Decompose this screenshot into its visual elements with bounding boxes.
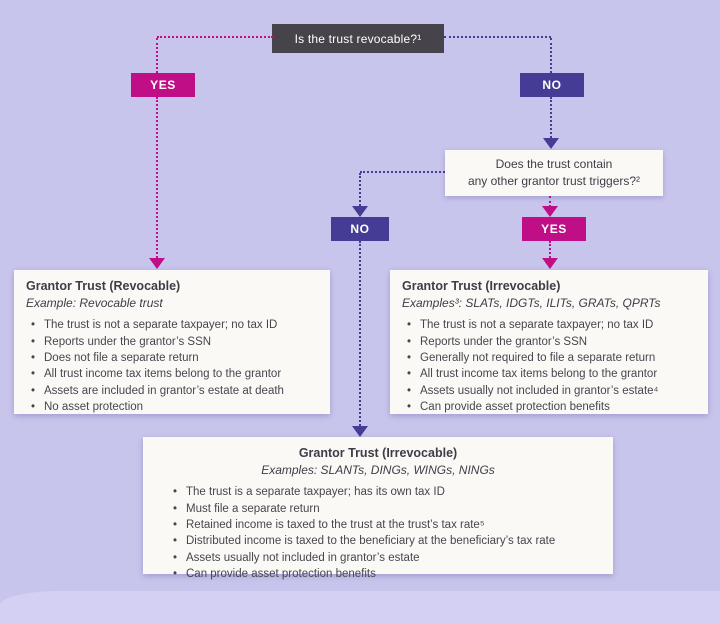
bullet-item: • The trust is not a separate taxpayer; no tax ID (407, 317, 696, 333)
bullet-item: • Reports under the grantor’s SSN (407, 334, 696, 350)
bullet-item: • Can provide asset protection benefits (173, 566, 601, 582)
outcome-revocable-example: Example: Revocable trust (26, 295, 163, 310)
question-triggers-line1: Does the trust contain (495, 156, 613, 171)
bullet-item: • No asset protection (31, 399, 318, 415)
bullet-item: • The trust is not a separate taxpayer; no tax ID (31, 317, 318, 333)
bullet-item: • Retained income is taxed to the trust at the trust’s tax rate⁵ (173, 517, 601, 533)
outcome-irrevocable-separate-example: Examples: SLANTs, DINGs, WINGs, NINGs (261, 462, 495, 477)
bullet-item: • All trust income tax items belong to the grantor (31, 366, 318, 382)
background-strip (0, 591, 720, 623)
arrow-down-yes2-icon (542, 206, 558, 217)
outcome-irrevocable-grantor-title: Grantor Trust (Irrevocable) (402, 279, 561, 293)
branch-yes2-label: YES (522, 217, 586, 241)
flow-connector-yes2-to-grantor (549, 241, 551, 258)
outcome-card-revocable (14, 270, 330, 414)
bullet-item: • Assets are included in grantor’s estate at death (31, 383, 318, 399)
question-triggers-line2: any other grantor trust triggers?² (467, 174, 641, 188)
flow-connector-no-to-q2 (550, 97, 552, 138)
outcome-revocable-bullets (26, 317, 318, 415)
bullet-item: • Assets usually not included in grantor’s estate⁴ (407, 383, 696, 399)
outcome-card-irrevocable-separate (143, 437, 613, 580)
bullet-item: • Assets usually not included in grantor’s estate (173, 550, 601, 566)
flow-connector-q2-no-horizontal (360, 171, 445, 173)
outcome-irrevocable-separate-title: Grantor Trust (Irrevocable) (298, 446, 458, 460)
arrow-down-separate-icon (352, 426, 368, 437)
outcome-irrevocable-grantor-example: Examples³: SLATs, IDGTs, ILITs, GRATs, QPRTs (402, 295, 661, 310)
flow-connector-q1-no-vertical (550, 38, 552, 73)
branch-no2-label: NO (331, 217, 389, 241)
flow-connector-q1-yes-horizontal (157, 36, 273, 38)
outcome-irrevocable-separate-bullets (155, 484, 601, 582)
bullet-item: • Does not file a separate return (31, 350, 318, 366)
bullet-item: • Must file a separate return (173, 501, 601, 517)
flow-connector-q1-no-horizontal (444, 36, 551, 38)
arrow-down-q2-icon (543, 138, 559, 149)
outcome-revocable-title: Grantor Trust (Revocable) (26, 279, 181, 293)
flow-connector-yes-to-revocable (156, 97, 158, 258)
flow-connector-q2-no-vertical (359, 173, 361, 206)
bullet-item: • Can provide asset protection benefits (407, 399, 696, 415)
question-revocable-node: Is the trust revocable?¹ (272, 24, 444, 53)
bullet-item: • All trust income tax items belong to the grantor (407, 366, 696, 382)
flow-connector-q1-yes-vertical (156, 38, 158, 73)
question-triggers-node (445, 150, 663, 196)
bullet-item: • The trust is a separate taxpayer; has its own tax ID (173, 484, 601, 500)
bullet-item: • Generally not required to file a separate return (407, 350, 696, 366)
flow-connector-no2-to-separate (359, 241, 361, 426)
arrow-down-no2-icon (352, 206, 368, 217)
arrow-down-grantor-icon (542, 258, 558, 269)
bullet-item: • Distributed income is taxed to the beneficiary at the beneficiary’s tax rate (173, 533, 601, 549)
outcome-irrevocable-grantor-bullets (402, 317, 696, 415)
branch-yes-label: YES (131, 73, 195, 97)
bullet-item: • Reports under the grantor’s SSN (31, 334, 318, 350)
outcome-card-irrevocable-grantor (390, 270, 708, 414)
branch-no-label: NO (520, 73, 584, 97)
arrow-down-revocable-icon (149, 258, 165, 269)
